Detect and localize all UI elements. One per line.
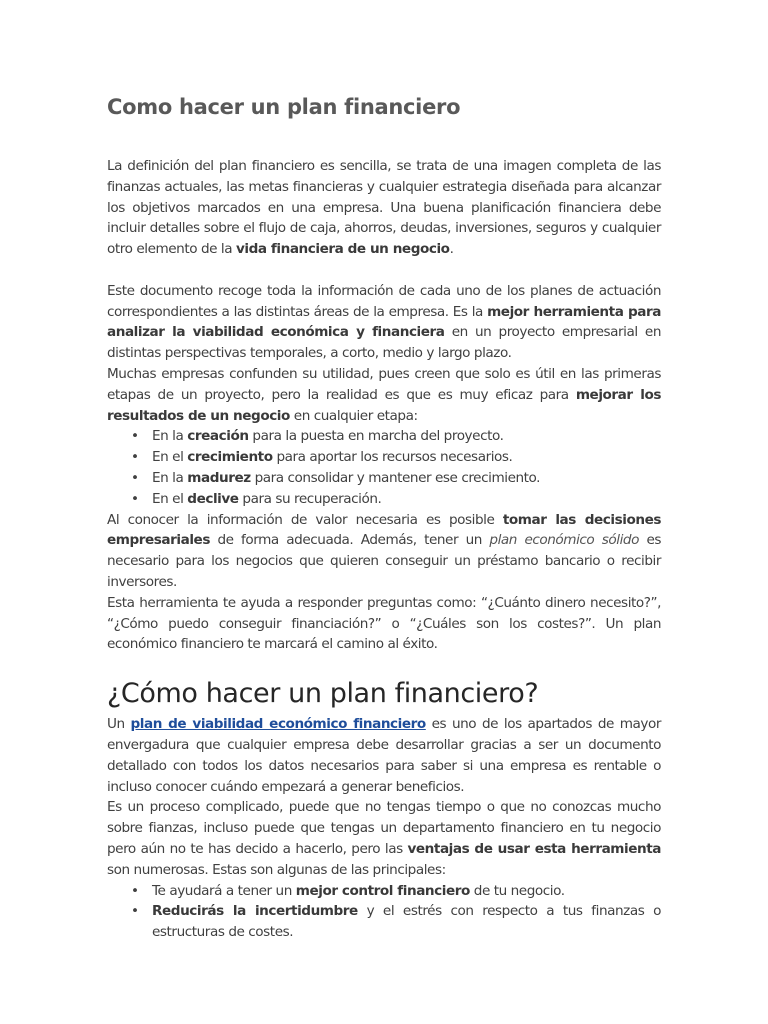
- paragraph-text: Un: [107, 716, 131, 733]
- stages-list: [107, 426, 661, 509]
- paragraph-text: en un proyecto empresarial en distintas perspectivas temporales, a corto, medio y largo plazo.: [107, 324, 661, 362]
- paragraph-process: [107, 797, 661, 880]
- list-item-text: En la: [152, 428, 188, 445]
- paragraph-text: es uno de los apartados de mayor envergadura que cualquier empresa debe desarrollar gracias a ser un documento detallado con todos los datos necesarios para saber si una empresa es rentable o incluso conocer cuándo empezará a generar beneficios.: [107, 716, 662, 795]
- paragraph-text: Este documento recoge toda la información de cada uno de los planes de actuación correspondientes a las distintas áreas de la empresa. Es la: [107, 282, 661, 320]
- list-item: [152, 881, 661, 902]
- list-item: [152, 901, 661, 943]
- list-item: [152, 426, 661, 447]
- italic-phrase: plan económico sólido: [489, 532, 639, 549]
- list-item-text: En la: [152, 469, 188, 486]
- list-item-text: para consolidar y mantener ese crecimiento.: [250, 469, 541, 486]
- bold-phrase: tomar las decisiones empresariales: [107, 511, 661, 549]
- list-item: [152, 489, 661, 510]
- bold-phrase: mejor control financiero: [295, 882, 470, 899]
- bold-phrase: madurez: [187, 469, 251, 486]
- list-item: [152, 447, 661, 468]
- bold-phrase: crecimiento: [187, 449, 273, 466]
- bold-phrase: declive: [187, 490, 239, 507]
- paragraph-end: .: [449, 241, 454, 258]
- bold-phrase: mejorar los resultados de un negocio: [107, 386, 661, 424]
- list-item-text: para aportar los recursos necesarios.: [272, 449, 513, 466]
- paragraph-text: Al conocer la información de valor necesaria es posible: [107, 511, 503, 528]
- list-item-text: de tu negocio.: [469, 882, 565, 899]
- viability-plan-link[interactable]: plan de viabilidad económico financiero: [130, 716, 426, 733]
- paragraph-decisions: [107, 510, 661, 593]
- paragraph-viability: [107, 714, 661, 797]
- list-item: [152, 468, 661, 489]
- paragraph-text: es necesario para los negocios que quieren conseguir un préstamo bancario o recibir inversores.: [107, 532, 661, 590]
- bold-phrase: vida financiera de un negocio: [236, 241, 450, 258]
- bold-phrase: creación: [187, 428, 249, 445]
- section-heading: ¿Cómo hacer un plan financiero?: [107, 678, 539, 710]
- bold-phrase: Reducirás la incertidumbre: [152, 903, 358, 920]
- paragraph-utility: [107, 364, 661, 426]
- list-item-text: para la puesta en marcha del proyecto.: [248, 428, 504, 445]
- page-title: Como hacer un plan financiero: [107, 95, 461, 119]
- bold-phrase: mejor herramienta para analizar la viabilidad económica y financiera: [107, 303, 661, 341]
- advantages-list: [107, 881, 661, 943]
- list-item-text: y el estrés con respecto a tus finanzas o estructuras de costes.: [152, 903, 661, 941]
- paragraph-text: Muchas empresas confunden su utilidad, pues creen que solo es útil en las primeras etapas de un proyecto, pero la realidad es que es muy eficaz para: [107, 365, 661, 403]
- paragraph-document: [107, 281, 661, 364]
- paragraph-questions: Esta herramienta te ayuda a responder preguntas como: “¿Cuánto dinero necesito?”, “¿Cómo puedo conseguir financiación?” o “¿Cuáles son los costes?”. Un plan económico financiero te marcará el camino al éxito.: [107, 594, 661, 653]
- paragraph-text: de forma adecuada. Además, tener un: [209, 532, 490, 549]
- list-item-text: En el: [152, 449, 188, 466]
- list-item-text: para su recuperación.: [238, 490, 382, 507]
- list-item-text: En el: [152, 490, 188, 507]
- document-content: [107, 92, 661, 943]
- paragraph-text: son numerosas. Estas son algunas de las principales:: [107, 861, 446, 878]
- paragraph-definition: [107, 156, 661, 260]
- paragraph-text: Es un proceso complicado, puede que no tengas tiempo o que no conozcas mucho sobre fianzas, incluso puede que tengas un departamento financiero en tu negocio pero aún no te has decido a hacerlo, pero las: [107, 799, 661, 857]
- paragraph-text: en cualquier etapa:: [289, 407, 418, 424]
- bold-phrase: ventajas de usar esta herramienta: [407, 840, 661, 857]
- paragraph-text: La definición del plan financiero es sencilla, se trata de una imagen completa de las finanzas actuales, las metas financieras y cualquier estrategia diseñada para alcanzar los objetivos marcados en una empresa. Una buena planificación financiera debe incluir detalles sobre el flujo de caja, ahorros, deudas, inversiones, seguros y cualquier otro elemento de la: [107, 158, 661, 258]
- list-item-text: Te ayudará a tener un: [152, 882, 296, 899]
